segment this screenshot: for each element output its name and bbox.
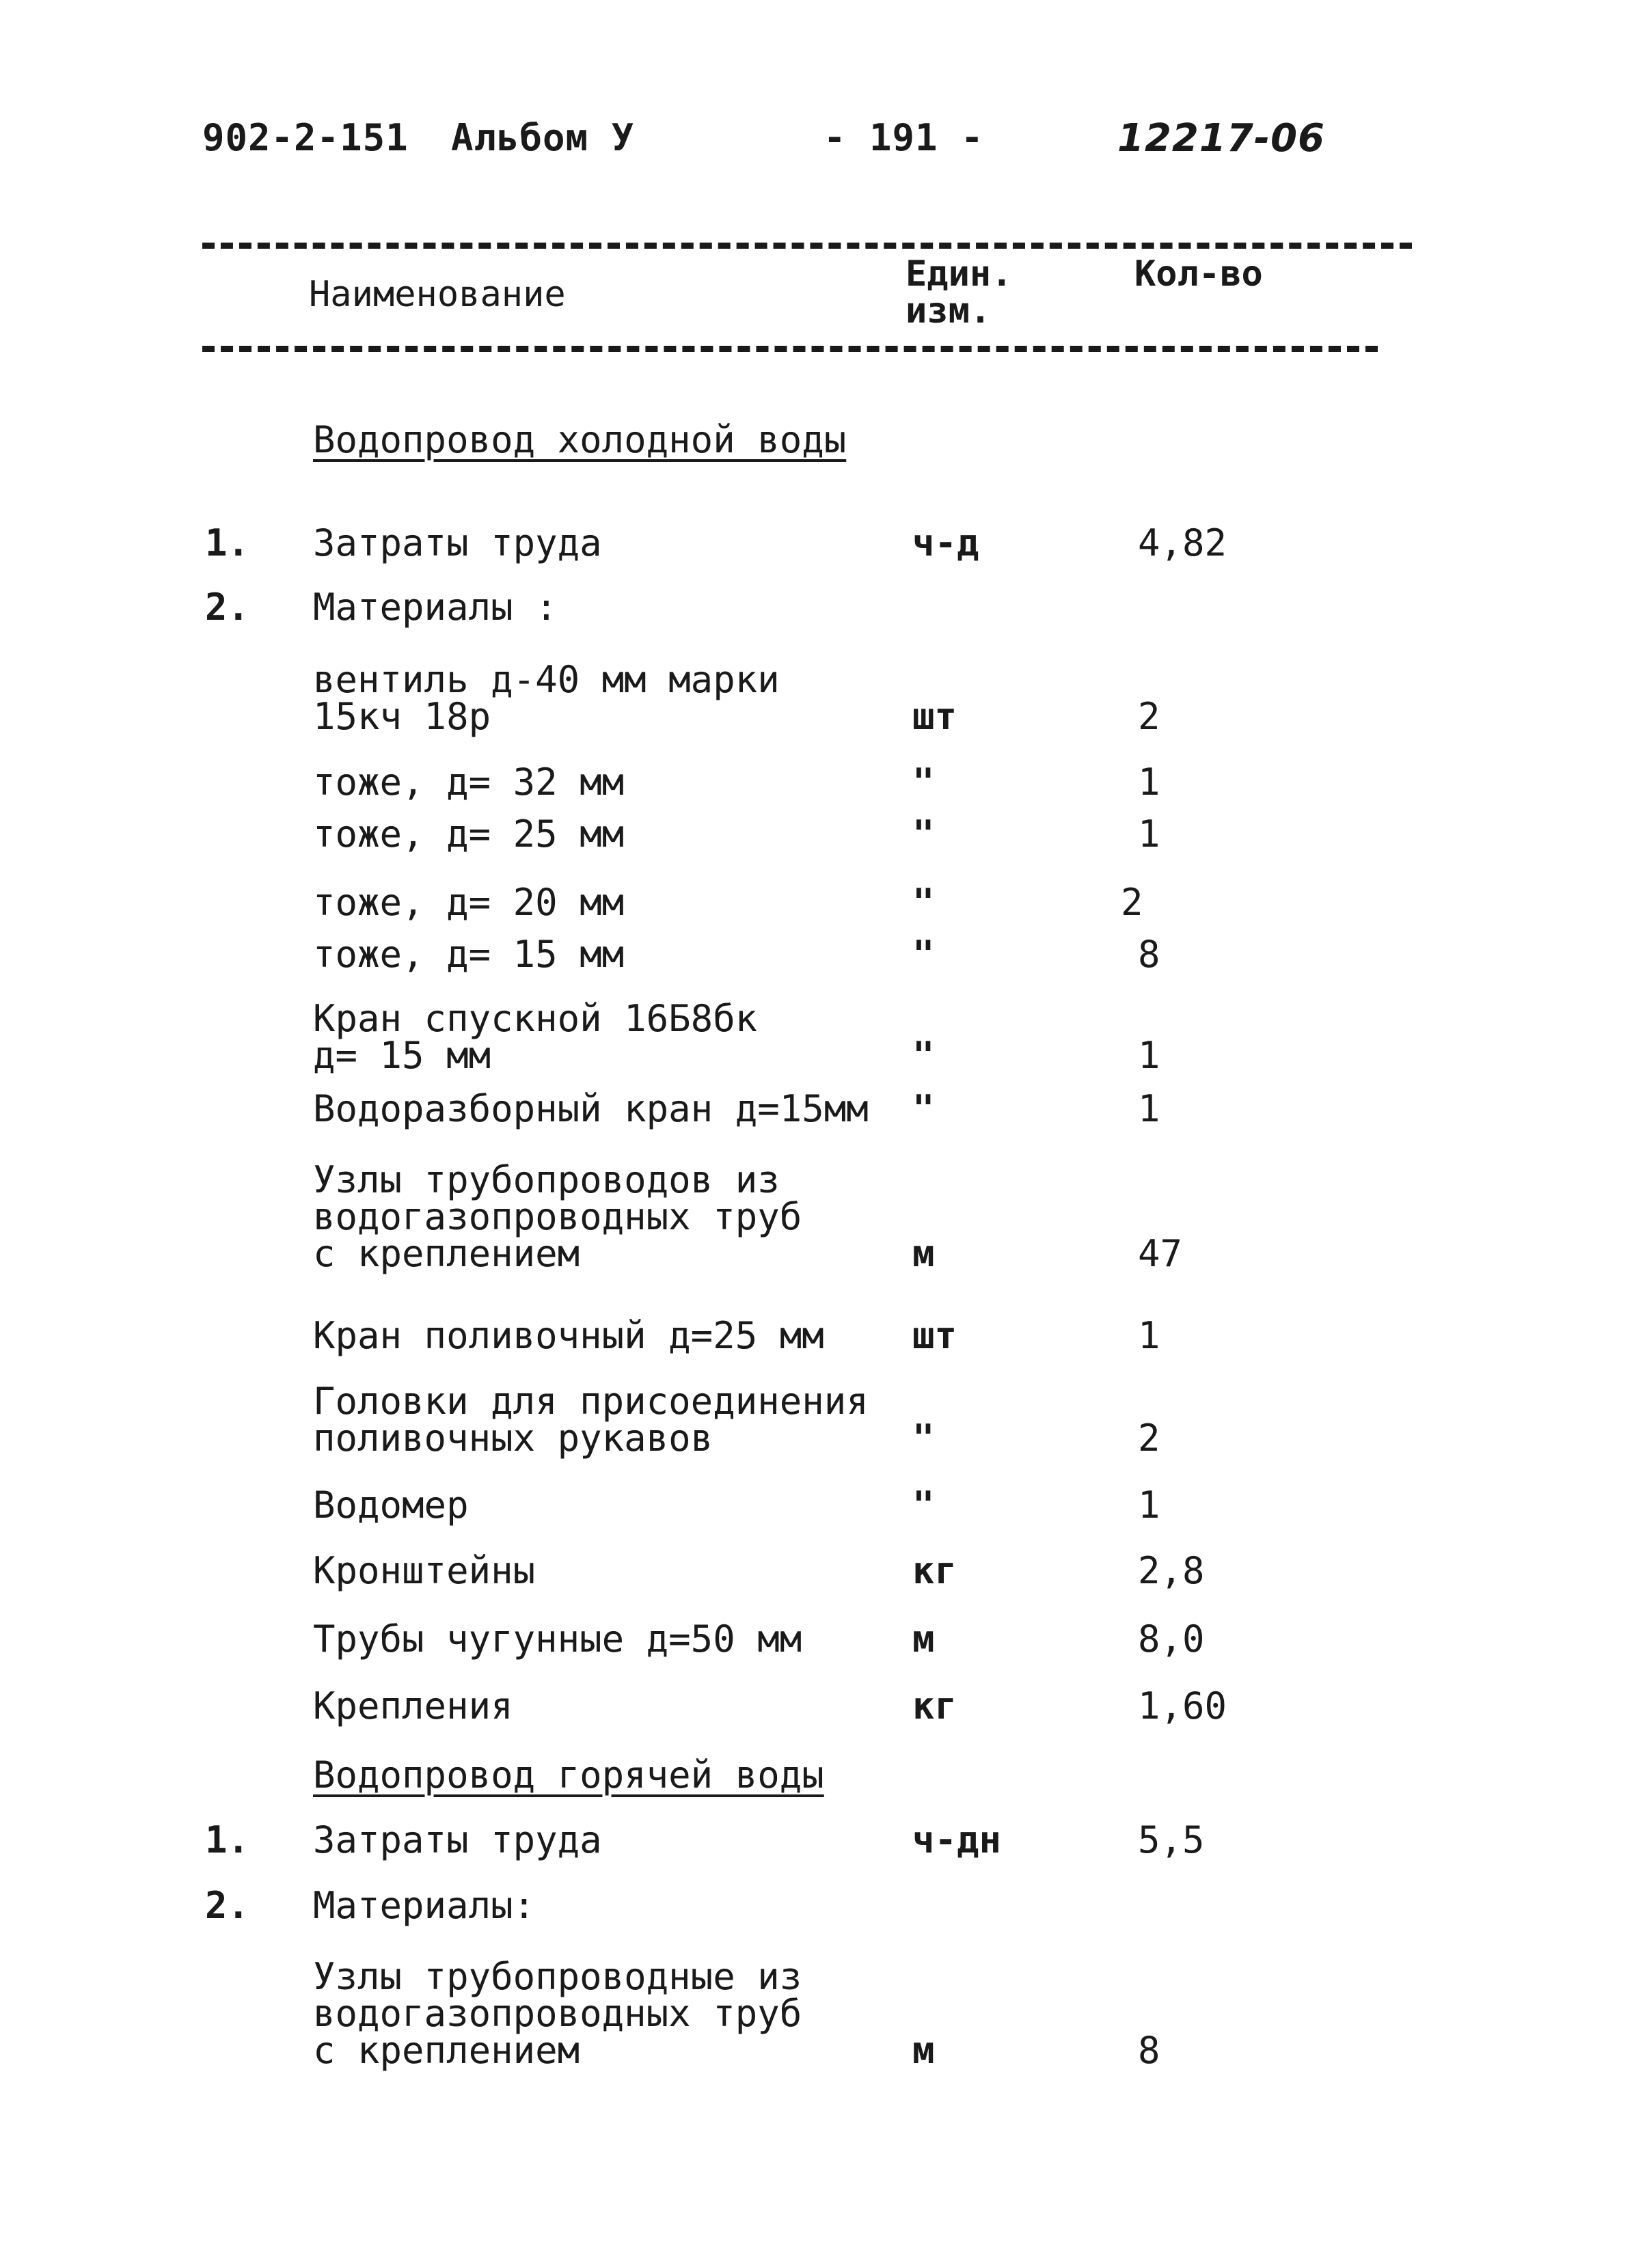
- column-header-name: Наименование: [309, 274, 566, 315]
- document-code: 902-2-151: [202, 116, 409, 159]
- row-unit: м: [912, 2029, 935, 2072]
- row-qty: 8,0: [1138, 1617, 1205, 1661]
- row-unit: ": [912, 1087, 935, 1130]
- row-qty: 1: [1138, 1484, 1160, 1527]
- handwritten-number: 12217-06: [1117, 116, 1325, 161]
- row-name: тоже, д= 25 мм: [313, 812, 625, 856]
- row-unit: кг: [912, 1549, 957, 1592]
- section-title: Водопровод холодной воды: [313, 418, 847, 461]
- row-name: Головки для присоединения поливочных рукавов: [313, 1380, 869, 1460]
- row-qty: 1,60: [1138, 1684, 1227, 1727]
- row-name: Затраты труда: [313, 1818, 602, 1861]
- column-header-qty: Кол-во: [1134, 254, 1263, 295]
- header-divider-top: [202, 243, 1412, 249]
- row-number: 1.: [205, 521, 250, 564]
- row-qty: 4,82: [1138, 521, 1227, 564]
- row-name: Крепления: [313, 1684, 513, 1727]
- row-unit: ": [912, 761, 935, 804]
- row-unit: ": [912, 933, 935, 976]
- column-header-unit: Един. изм.: [906, 254, 1013, 331]
- row-name: Трубы чугунные д=50 мм: [313, 1617, 802, 1661]
- row-name: Кран спускной 16Б8бк д= 15 мм: [313, 997, 758, 1077]
- row-unit: ": [912, 881, 935, 924]
- row-name: Узлы трубопроводные из водогазопроводных труб с креплением: [313, 1955, 802, 2072]
- row-qty: 2: [1138, 1417, 1160, 1460]
- row-name: Материалы:: [313, 1884, 536, 1927]
- row-unit: ": [912, 1484, 935, 1527]
- row-name: тоже, д= 20 мм: [313, 881, 625, 924]
- row-qty: 2: [1121, 881, 1143, 924]
- row-name: Водоразборный кран д=15мм: [313, 1087, 869, 1130]
- row-name: Узлы трубопроводов из водогазопроводных труб с креплением: [313, 1158, 802, 1275]
- row-name: тоже, д= 15 мм: [313, 933, 625, 976]
- row-qty: 1: [1138, 1314, 1160, 1357]
- row-unit: ч-д: [912, 521, 979, 564]
- row-name: Кран поливочный д=25 мм: [313, 1314, 824, 1357]
- row-qty: 1: [1138, 1034, 1160, 1077]
- section-title: Водопровод горячей воды: [313, 1753, 824, 1796]
- row-unit: кг: [912, 1684, 957, 1727]
- row-qty: 5,5: [1138, 1818, 1205, 1861]
- row-name: вентиль д-40 мм марки 15кч 18р: [313, 658, 780, 738]
- row-qty: 1: [1138, 1087, 1160, 1130]
- row-unit: м: [912, 1617, 935, 1661]
- row-unit: ": [912, 1034, 935, 1077]
- row-name: Затраты труда: [313, 521, 602, 564]
- row-qty: 2: [1138, 695, 1160, 738]
- album-label: Альбом У: [451, 116, 635, 159]
- row-qty: 8: [1138, 2029, 1160, 2072]
- row-unit: шт: [912, 695, 957, 738]
- row-qty: 1: [1138, 812, 1160, 856]
- row-unit: шт: [912, 1314, 957, 1357]
- row-unit: ": [912, 812, 935, 856]
- row-unit: ": [912, 1417, 935, 1460]
- row-name: Материалы :: [313, 586, 558, 629]
- page-number: - 191 -: [824, 116, 984, 159]
- row-unit: ч-дн: [912, 1818, 1002, 1861]
- row-qty: 1: [1138, 761, 1160, 804]
- row-number: 2.: [205, 586, 250, 629]
- row-name: тоже, д= 32 мм: [313, 761, 625, 804]
- row-unit: м: [912, 1232, 935, 1275]
- header-divider-bottom: [202, 346, 1378, 352]
- row-name: Водомер: [313, 1484, 469, 1527]
- row-qty: 2,8: [1138, 1549, 1205, 1592]
- row-number: 1.: [205, 1818, 250, 1861]
- row-number: 2.: [205, 1884, 250, 1927]
- row-qty: 47: [1138, 1232, 1183, 1275]
- row-qty: 8: [1138, 933, 1160, 976]
- row-name: Кронштейны: [313, 1549, 536, 1592]
